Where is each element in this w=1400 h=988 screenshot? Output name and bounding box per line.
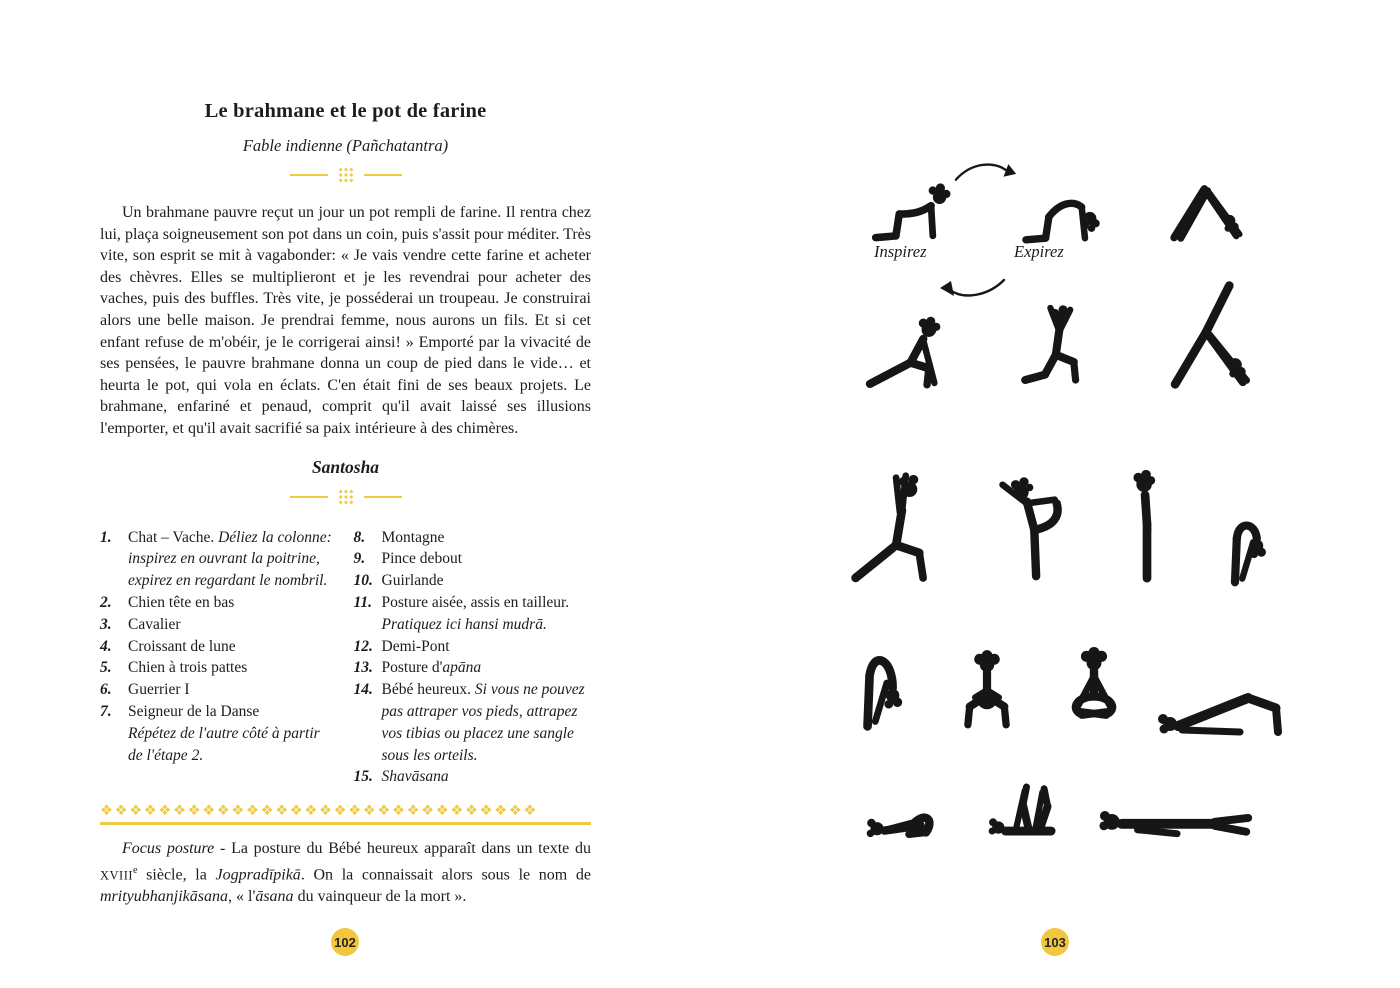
sequence-list	[100, 527, 591, 789]
downward-dog-illustration	[1146, 162, 1266, 246]
happy-baby-illustration	[986, 762, 1074, 842]
item-note: apāna	[442, 659, 482, 677]
focus-dash: -	[214, 839, 232, 857]
item-number: 8.	[353, 528, 366, 546]
item-text: Seigneur de la Danse	[128, 702, 260, 720]
item-note: Si vous ne pouvez pas attraper vos pieds, attrapez vos tibias ou placez une sangle sous les orteils.	[381, 681, 585, 764]
item-text: Chien à trois pattes	[128, 659, 248, 677]
item-note: Pratiquez ici hansi mudrā.	[381, 615, 547, 633]
item-text: Pince debout	[381, 550, 462, 568]
item-text: Demi-Pont	[381, 637, 450, 655]
list-item	[100, 701, 338, 766]
section-ornament	[100, 489, 591, 505]
book-title-italic: Jogpradīpikā	[215, 865, 301, 883]
item-number: 14.	[353, 681, 373, 699]
century-superscript: e	[133, 864, 138, 876]
focus-text: siècle, la	[137, 865, 216, 883]
focus-text: , « l'	[228, 887, 256, 905]
item-text: Bébé heureux.	[381, 681, 475, 699]
sequence-column-right	[354, 527, 592, 789]
list-item	[354, 592, 592, 636]
item-number: 15.	[353, 768, 373, 786]
item-number: 11.	[353, 593, 373, 611]
section-ornament	[100, 167, 591, 183]
item-text: Guerrier I	[128, 681, 190, 699]
item-number: 7.	[100, 702, 112, 720]
item-number: 12.	[353, 637, 373, 655]
list-item	[354, 679, 592, 766]
asana-italic: āsana	[255, 887, 294, 905]
warrior-one-illustration	[846, 460, 952, 586]
item-number: 3.	[100, 615, 112, 633]
item-number: 4.	[100, 637, 112, 655]
list-item	[100, 527, 338, 592]
list-item	[354, 548, 592, 570]
list-item	[354, 766, 592, 788]
page-title: Le brahmane et le pot de farine	[204, 100, 487, 122]
item-number: 10.	[353, 572, 373, 590]
diamond-grid-icon	[338, 167, 354, 183]
century-smallcaps: XVIII	[100, 867, 134, 882]
sequence-column-left	[100, 527, 338, 789]
item-text: Guirlande	[381, 572, 444, 590]
left-page	[100, 100, 591, 924]
page-number-left: 102	[331, 928, 359, 956]
list-item	[100, 679, 338, 701]
ornament-dash-icon	[290, 496, 328, 498]
item-text: Posture aisée, assis en tailleur.	[381, 593, 570, 611]
border-line	[100, 822, 591, 825]
item-number: 6.	[100, 681, 112, 699]
knees-to-chest-illustration	[862, 770, 956, 846]
focus-text: . On la connaissait alors sous le nom de	[300, 865, 592, 883]
focus-text: La posture du Bébé heureux apparaît dans un texte du	[231, 839, 592, 857]
focus-paragraph	[100, 838, 591, 908]
cycle-arrow-bottom-icon	[938, 276, 1008, 302]
item-number: 5.	[100, 659, 112, 677]
ornament-dash-icon	[290, 174, 328, 176]
list-item	[354, 657, 592, 679]
story-paragraph: Un brahmane pauvre reçut un jour un pot rempli de farine. Il rentra chez lui, plaça soigneusement son pot dans un coin, puis s'assit pour méditer. Très vite, son esprit se mit à vagabonder: « Je vais vendre cette farine et acheter des chèvres. Elles se multiplieront et je les revendrai pour acheter des vaches, puis des buffles. Très vite, je posséderai un troupeau. Je construirai alors une belle maison. Je prendrai femme, nous aurons un fils. Et si cet enfant refuse de m'obéir, je le corrigerai ainsi! » Emporté par la vivacité de ses pensées, le pauvre brahmane donna un coup de pied dans le vide… et heurta le pot, qui vola en éclats. C'en était fini de ses beaux projets. Le brahmane, enfariné et penaud, comprit qu'il avait laissé ses illusions l'emporter, et qu'il avait sacrifié sa paix intérieure à des chimères.	[100, 204, 591, 437]
easy-seated-pose-illustration	[1052, 642, 1136, 736]
ornament-dash-icon	[364, 496, 402, 498]
crescent-lunge-illustration	[1000, 296, 1108, 392]
list-item	[354, 570, 592, 592]
diamond-grid-icon	[338, 489, 354, 505]
breath-label-exhale: Expirez	[1014, 242, 1064, 261]
decorative-border: ❖❖❖❖❖❖❖❖❖❖❖❖❖❖❖❖❖❖❖❖❖❖❖❖❖❖❖❖❖❖	[100, 803, 538, 820]
standing-forward-fold-illustration	[1204, 498, 1286, 590]
breath-label-inhale: Inspirez	[874, 242, 927, 261]
garland-squat-illustration	[946, 646, 1028, 738]
sanskrit-name-italic: mrityubhanjikāsana	[100, 887, 228, 905]
item-text: Cavalier	[128, 615, 181, 633]
item-text: Posture d'	[381, 659, 443, 677]
list-item	[100, 592, 338, 614]
item-note: Déliez la colonne: inspirez en ouvrant la poitrine, expirez en regardant le nombril.	[128, 528, 332, 590]
list-item	[100, 636, 338, 658]
page-number-right: 103	[1041, 928, 1069, 956]
item-text: Croissant de lune	[128, 637, 236, 655]
item-number: 1.	[100, 528, 112, 546]
list-item	[100, 657, 338, 679]
item-number: 9.	[353, 550, 366, 568]
item-number: 13.	[353, 659, 373, 677]
mountain-pose-illustration	[1118, 460, 1176, 586]
item-note-block: Répétez de l'autre côté à partir de l'étape 2.	[128, 724, 320, 764]
item-note: Shavāsana	[381, 768, 449, 786]
cat-pose-illustration	[1006, 166, 1118, 248]
list-item	[354, 527, 592, 549]
item-text: Chien tête en bas	[128, 593, 235, 611]
list-item	[100, 614, 338, 636]
item-number: 2.	[100, 593, 112, 611]
focus-text: du vainqueur de la mort ».	[293, 887, 467, 905]
list-item	[354, 636, 592, 658]
lord-of-the-dance-illustration	[982, 462, 1094, 584]
focus-label: Focus posture	[122, 839, 215, 857]
page-subtitle: Fable indienne (Pañchatantra)	[242, 136, 449, 155]
deep-forward-fold-illustration	[838, 630, 926, 736]
shavasana-illustration	[1098, 780, 1266, 840]
section-title: Santosha	[311, 456, 380, 477]
half-bridge-illustration	[1152, 650, 1332, 740]
ornament-dash-icon	[364, 174, 402, 176]
three-legged-dog-illustration	[1150, 276, 1266, 392]
low-lunge-illustration	[858, 302, 974, 394]
item-text: Montagne	[381, 528, 445, 546]
item-text: Chat – Vache.	[128, 528, 219, 546]
